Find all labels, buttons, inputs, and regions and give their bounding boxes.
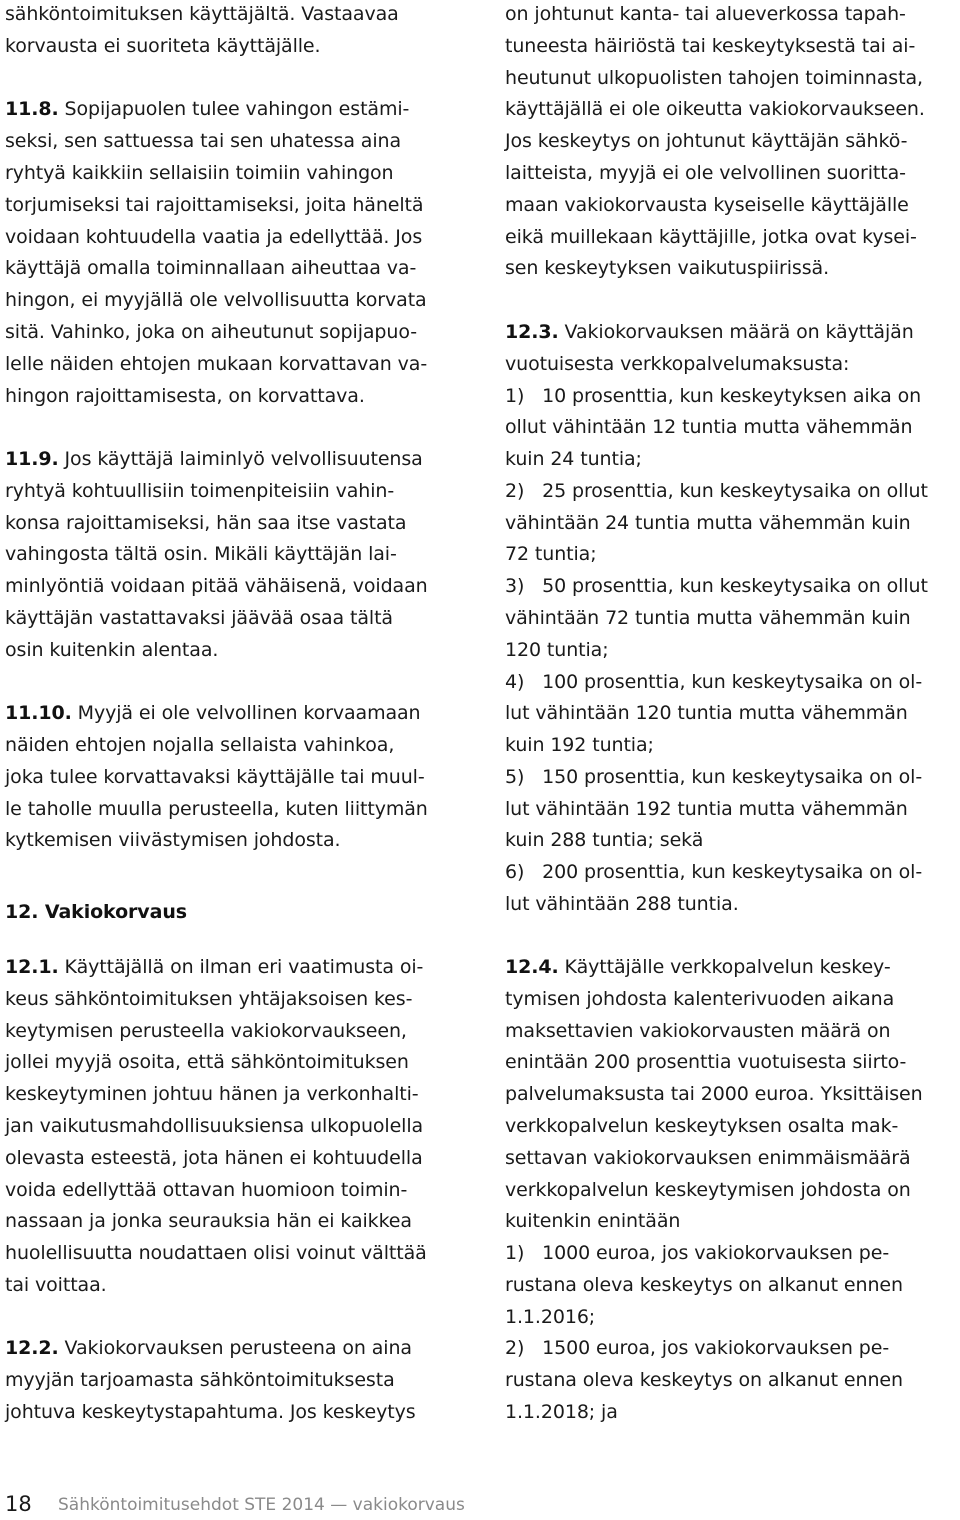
text-line: vähintään 24 tuntia mutta vähemmän kuin bbox=[505, 512, 911, 534]
text-line: palvelumaksusta tai 2000 euroa. Yksittäisen bbox=[505, 1083, 923, 1105]
text-line: le taholle muulla perusteella, kuten liittymän bbox=[5, 798, 428, 820]
text-line: enintään 200 prosenttia vuotuisesta siirto- bbox=[505, 1051, 907, 1073]
section-12-1-heading: 12.1. Käyttäjällä on ilman eri vaatimusta oi- bbox=[5, 956, 424, 978]
text-line: maan vakiokorvausta kyseiselle käyttäjälle bbox=[505, 194, 909, 216]
text-line: voida edellyttää ottavan huomioon toimin- bbox=[5, 1179, 408, 1201]
text-line: rustana oleva keskeytys on alkanut ennen bbox=[505, 1274, 903, 1296]
list-item: 2) 1500 euroa, jos vakiokorvauksen pe- bbox=[505, 1337, 890, 1359]
text-line: konsa rajoittamiseksi, hän saa itse vastata bbox=[5, 512, 407, 534]
text-line: laitteista, myyjä ei ole velvollinen suoritta- bbox=[505, 162, 906, 184]
text-line: kuitenkin enintään bbox=[505, 1210, 681, 1232]
text-line: settavan vakiokorvauksen enimmäismäärä bbox=[505, 1147, 911, 1169]
text-line: sitä. Vahinko, joka on aiheutunut sopijapuo- bbox=[5, 321, 417, 343]
text-line: myyjän tarjoamasta sähköntoimituksesta bbox=[5, 1369, 395, 1391]
list-item: 4) 100 prosenttia, kun keskeytysaika on ol- bbox=[505, 671, 923, 693]
text-line: vuotuisesta verkkopalvelumaksusta: bbox=[505, 353, 850, 375]
section-11-8-heading: 11.8. Sopijapuolen tulee vahingon estämi- bbox=[5, 98, 410, 120]
section-11-10-heading: 11.10. Myyjä ei ole velvollinen korvaamaan bbox=[5, 702, 421, 724]
text-line: keskeytyminen johtuu hänen ja verkonhalti- bbox=[5, 1083, 419, 1105]
section-12-heading: 12. Vakiokorvaus bbox=[5, 901, 187, 923]
text-line: lut vähintään 288 tuntia. bbox=[505, 893, 739, 915]
text-line: nassaan ja jonka seurauksia hän ei kaikkea bbox=[5, 1210, 412, 1232]
text-line: kuin 24 tuntia; bbox=[505, 448, 642, 470]
list-item: 1) 10 prosenttia, kun keskeytyksen aika on bbox=[505, 385, 922, 407]
text-line: minlyöntiä voidaan pitää vähäisenä, voidaan bbox=[5, 575, 428, 597]
text-line: lut vähintään 192 tuntia mutta vähemmän bbox=[505, 798, 908, 820]
text-line: lut vähintään 120 tuntia mutta vähemmän bbox=[505, 702, 908, 724]
list-item: 6) 200 prosenttia, kun keskeytysaika on ol- bbox=[505, 861, 923, 883]
list-item: 5) 150 prosenttia, kun keskeytysaika on ol- bbox=[505, 766, 923, 788]
text-line: verkkopalvelun keskeytymisen johdosta on bbox=[505, 1179, 911, 1201]
text-line: hingon rajoittamisesta, on korvattava. bbox=[5, 385, 365, 407]
text-line: vahingosta tältä osin. Mikäli käyttäjän lai- bbox=[5, 543, 397, 565]
text-line: tuneesta häiriöstä tai keskeytyksestä tai ai- bbox=[505, 35, 916, 57]
text-line: sen keskeytyksen vaikutuspiirissä. bbox=[505, 257, 830, 279]
list-item: 3) 50 prosenttia, kun keskeytysaika on ollut bbox=[505, 575, 928, 597]
text-line: maksettavien vakiokorvausten määrä on bbox=[505, 1020, 891, 1042]
text-line: keus sähköntoimituksen yhtäjaksoisen kes- bbox=[5, 988, 413, 1010]
text-line: johtuva keskeytystapahtuma. Jos keskeytys bbox=[5, 1401, 416, 1423]
text-line: 72 tuntia; bbox=[505, 543, 597, 565]
section-12-3-heading: 12.3. Vakiokorvauksen määrä on käyttäjän bbox=[505, 321, 914, 343]
text-line: olevasta esteestä, jota hänen ei kohtuudella bbox=[5, 1147, 423, 1169]
text-line: huolellisuutta noudattaen olisi voinut välttää bbox=[5, 1242, 427, 1264]
text-line: seksi, sen sattuessa tai sen uhatessa aina bbox=[5, 130, 402, 152]
text-line: kytkemisen viivästymisen johdosta. bbox=[5, 829, 341, 851]
text-line: ryhtyä kaikkiin sellaisiin toimiin vahingon bbox=[5, 162, 394, 184]
text-line: 1.1.2018; ja bbox=[505, 1401, 618, 1423]
text-line: käyttäjän vastattavaksi jäävää osaa tältä bbox=[5, 607, 393, 629]
text-line: hingon, ei myyjällä ole velvollisuutta korvata bbox=[5, 289, 427, 311]
text-line: 1.1.2016; bbox=[505, 1306, 596, 1328]
section-12-2-heading: 12.2. Vakiokorvauksen perusteena on aina bbox=[5, 1337, 412, 1359]
section-11-9-heading: 11.9. Jos käyttäjä laiminlyö velvollisuutensa bbox=[5, 448, 423, 470]
text-line: verkkopalvelun keskeytyksen osalta mak- bbox=[505, 1115, 899, 1137]
text-line: Jos keskeytys on johtunut käyttäjän sähkö- bbox=[505, 130, 908, 152]
text-line: on johtunut kanta- tai alueverkossa tapah- bbox=[505, 3, 906, 25]
text-line: rustana oleva keskeytys on alkanut ennen bbox=[505, 1369, 903, 1391]
text-line: keytymisen perusteella vakiokorvaukseen, bbox=[5, 1020, 407, 1042]
text-line: sähköntoimituksen käyttäjältä. Vastaavaa bbox=[5, 3, 399, 25]
text-line: osin kuitenkin alentaa. bbox=[5, 639, 219, 661]
text-line: korvausta ei suoriteta käyttäjälle. bbox=[5, 35, 321, 57]
text-line: käyttäjällä ei ole oikeutta vakiokorvaukseen. bbox=[505, 98, 925, 120]
text-line: torjumiseksi tai rajoittamiseksi, joita häneltä bbox=[5, 194, 424, 216]
text-line: jollei myyjä osoita, että sähköntoimituksen bbox=[5, 1051, 409, 1073]
text-line: jan vaikutusmahdollisuuksiensa ulkopuolella bbox=[5, 1115, 424, 1137]
section-12-4-heading: 12.4. Käyttäjälle verkkopalvelun keskey- bbox=[505, 956, 891, 978]
list-item: 1) 1000 euroa, jos vakiokorvauksen pe- bbox=[505, 1242, 890, 1264]
text-line: tymisen johdosta kalenterivuoden aikana bbox=[505, 988, 895, 1010]
page-number: 18 bbox=[5, 1492, 32, 1516]
text-line: ryhtyä kohtuullisiin toimenpiteisiin vahin- bbox=[5, 480, 395, 502]
text-line: näiden ehtojen nojalla sellaista vahinkoa, bbox=[5, 734, 395, 756]
text-line: kuin 192 tuntia; bbox=[505, 734, 654, 756]
text-line: 120 tuntia; bbox=[505, 639, 609, 661]
text-line: joka tulee korvattavaksi käyttäjälle tai muul- bbox=[5, 766, 425, 788]
text-line: lelle näiden ehtojen mukaan korvattavan va- bbox=[5, 353, 428, 375]
text-line: eikä muillekaan käyttäjille, jotka ovat kysei- bbox=[505, 226, 917, 248]
text-line: vähintään 72 tuntia mutta vähemmän kuin bbox=[505, 607, 911, 629]
text-line: tai voittaa. bbox=[5, 1274, 107, 1296]
list-item: 2) 25 prosenttia, kun keskeytysaika on ollut bbox=[505, 480, 928, 502]
text-line: käyttäjä omalla toiminnallaan aiheuttaa va- bbox=[5, 257, 417, 279]
text-line: kuin 288 tuntia; sekä bbox=[505, 829, 704, 851]
footer-title: Sähköntoimitusehdot STE 2014 — vakiokorvaus bbox=[58, 1495, 465, 1515]
text-line: ollut vähintään 12 tuntia mutta vähemmän bbox=[505, 416, 913, 438]
text-line: heutunut ulkopuolisten tahojen toiminnasta, bbox=[505, 67, 923, 89]
text-line: voidaan kohtuudella vaatia ja edellyttää. Jos bbox=[5, 226, 423, 248]
